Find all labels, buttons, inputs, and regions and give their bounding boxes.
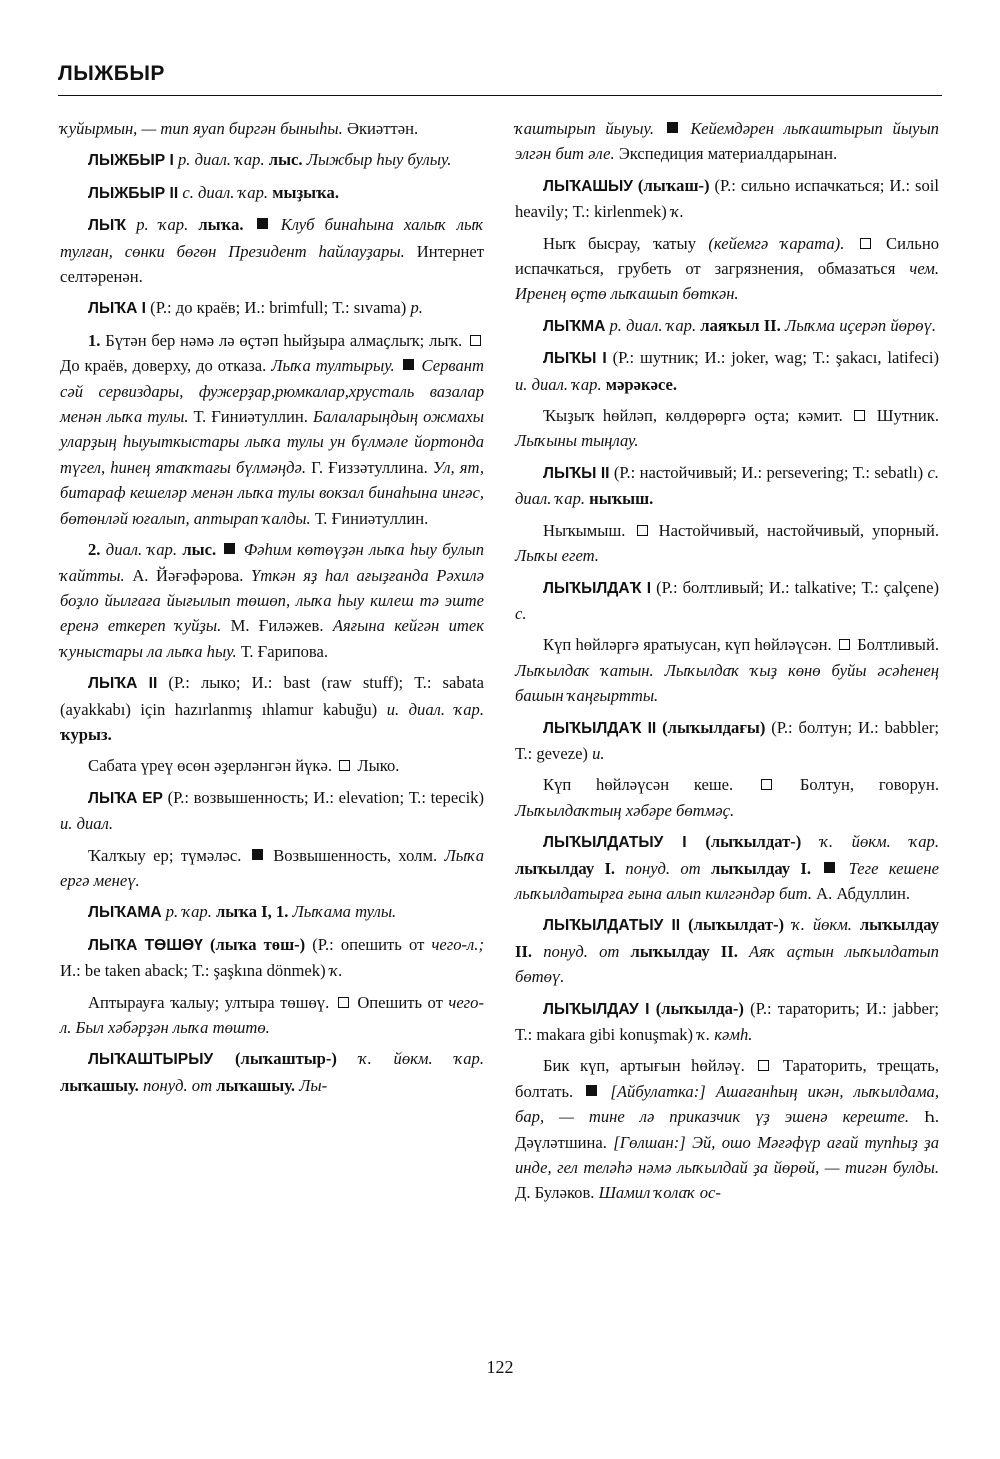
- entry-lykyldatyu-2: ЛЫҠЫЛДАТЫУ II (лыҡылдат-) ҡ. йөкм. лыҡылдау II. понуд. от лыҡылдау II. Аяҡ аҫтын лыҡылдатып бөтөү.: [515, 915, 940, 987]
- translation-marker-icon: [839, 639, 850, 650]
- entry-lyka-1-sense-1: 1. Бүтән бер нәмә лә өҫтәп һыйҙыра алмаҫлыҡ; лыҡ. До краёв, доверху, до отказа. Лыҡа тултырыу. Сервант сәй сервиздары, фужерҙар,рюмкалар,хрусталь вазалар менән лыҡа тулы. Т. Ғиниәтуллин. Балаларыңдың ожмахы уларҙың һыуыткыстары лыҡа тулы ун бүлмәле йортонда түгел, һинең ятаҡтағы бүлмәңдә. Г. Ғиззәтуллина. Ул, ят, битараф кешеләр менән лыҡа тулы вокзал бинаһына ингәс, бөтөнләй юғалып, аптырап ҡалды. Т. Ғиниәтуллин.: [60, 330, 485, 528]
- right-column: [515, 116, 939, 1212]
- example-marker-icon: [586, 1085, 597, 1096]
- entry-lyzhbyr-2: ЛЫЖБЫР II с. диал. ҡар. мыҙыҡа.: [88, 182, 339, 202]
- entry-lykyldau-1: ЛЫҠЫЛДАУ I (лыҡылда-) (Р.: тараторить; И.: jabber; Т.: makara gibi konuşmak) ҡ. кәмһ.: [515, 998, 939, 1044]
- translation-marker-icon: [761, 779, 772, 790]
- header-rule: [58, 95, 942, 96]
- translation-marker-icon: [860, 238, 871, 249]
- entry-lykyldak-1-def: Күп һөйләргә яратыусан, күп һөйләүсән. Болтливый. Лыҡылдаҡ ҡатын. Лыҡылдаҡ ҡыҙ көнө буйы әсәһенең башын ҡаңғыртты.: [515, 635, 939, 706]
- entry-continuation: ҡуйырмын, — тип яуап биргән быныһы. Әкиәттән.: [60, 119, 419, 138]
- left-column: [60, 116, 484, 1104]
- translation-marker-icon: [637, 525, 648, 536]
- entry-lyky-1: ЛЫҠЫ I (Р.: шутник; И.: joker, wag; Т.: şakacı, latifeci) и. диал. ҡар. мәрәкәсе.: [515, 348, 939, 394]
- entry-lyka-2-def: Сабата үреү өсөн әҙерләнгән йүкә. Лыко.: [88, 756, 400, 776]
- entry-lyka-er: ЛЫҠА ЕР (Р.: возвышенность; И.: elevation; Т.: tepecik) и. диал.: [60, 787, 485, 834]
- translation-marker-icon: [339, 760, 350, 771]
- entry-lyka-toshou-def: Аптырауға ҡалыу; ултыра төшөү. Опешить от чего-л. Был хәбәрҙән лыҡа төштө.: [60, 992, 484, 1037]
- translation-marker-icon: [854, 410, 865, 421]
- translation-marker-icon: [338, 997, 349, 1008]
- example-marker-icon: [824, 862, 835, 873]
- entry-lykashyu: ЛЫҠАШЫУ (лыҡаш-) (Р.: сильно испачкаться; И.: soil heavily; Т.: kirlenmek) ҡ.: [515, 175, 939, 222]
- entry-lykama: ЛЫҠАМА р. ҡар. лыҡа I, 1. Лыҡама тулы.: [88, 902, 397, 922]
- example-marker-icon: [667, 122, 678, 133]
- running-head: ЛЫЖБЫР: [58, 62, 165, 85]
- entry-lyky-2: ЛЫҠЫ II (Р.: настойчивый; И.: persevering; Т.: sebatlı) с. диал. ҡар. ныҡыш.: [515, 462, 939, 509]
- entry-lykyldatyu-1: ЛЫҠЫЛДАТЫУ I (лыҡылдат-) ҡ. йөкм. ҡар. лыҡылдау I. понуд. от лыҡылдау I. Теге кешене лыҡылдатырға ғына алып килгәндәр бит. А. Абдуллин.: [515, 832, 940, 903]
- example-marker-icon: [224, 543, 235, 554]
- entry-lykma: ЛЫҠМА р. диал. ҡар. лаяҡыл II. Лыҡма иҫерәп йөрөү.: [543, 315, 936, 335]
- example-marker-icon: [257, 218, 268, 229]
- translation-marker-icon: [758, 1060, 769, 1071]
- entry-lyka-1: ЛЫҠА I (Р.: до краёв; И.: brimfull; Т.: sıvama) р.: [88, 298, 423, 318]
- entry-lyka-2: ЛЫҠА II (Р.: лыко; И.: bast (raw stuff); Т.: sabata (ayakkabı) için hazırlanmış ıhlamur kabuğu) и. диал. ҡар. ҡурыз.: [60, 673, 484, 744]
- entry-lykyldak-1: ЛЫҠЫЛДАҠ I (Р.: болтливый; И.: talkative; Т.: çalçene) с.: [515, 577, 939, 623]
- entry-lyka-1-sense-2: 2. диал. ҡар. лыс. Фәһим көтөүҙән лыҡа һыу булып ҡайтты. А. Йәғәфәрова. Үткән яҙ һал ағыҙғанда Рәхилә боҙло йылғаға йығылып төшөп, лыҡа һыу килеш тә эште еренә еткереп ҡуйҙы. М. Ғиләжев. Аяғына кейгән итек ҡуныстары ла лыҡа һыу. Т. Ғарипова.: [60, 540, 484, 661]
- example-marker-icon: [403, 359, 414, 370]
- example-marker-icon: [252, 849, 263, 860]
- entry-lyka-er-def: Ҡалҡыу ер; түмәләс. Возвышенность, холм. Лыҡа ергә менеү.: [60, 845, 485, 890]
- entry-lyzhbyr-1: ЛЫЖБЫР I р. диал. ҡар. лыс. Лыжбыр һыу булыу.: [88, 150, 452, 170]
- entry-lyk: ЛЫҠ р. ҡар. лыҡа. Клуб бинаһына халыҡ лыҡ тулған, сөнки бөгөн Президент һайлауҙары. Интернет селтәренән.: [60, 215, 484, 287]
- entry-lyky-2-def: Ныҡымыш. Настойчивый, настойчивый, упорный. Лыҡы егет.: [515, 520, 939, 566]
- page-number: 122: [486, 1357, 514, 1377]
- entry-continuation: ҡаштырып йыуыу. Кейемдәрен лыҡаштырып йыуып элгән бит әле. Экспедиция материалдарынан.: [515, 119, 939, 164]
- entry-lyky-1-def: Ҡыҙыҡ һөйләп, көлдөрөргә оҫта; кәмит. Шутник. Лыҡыны тыңлау.: [515, 406, 939, 451]
- entry-lykyldak-2-def: Күп һөйләүсән кеше. Болтун, говорун. Лыҡылдаҡтың хәбәре бөтмәҫ.: [515, 775, 939, 820]
- entry-lykyldak-2: ЛЫҠЫЛДАҠ II (лыҡылдағы) (Р.: болтун; И.: babbler; Т.: geveze) и.: [515, 717, 939, 763]
- entry-lykashyu-def: Ныҡ бысрау, ҡатыу (кейемгә ҡарата). Сильно испачкаться, грубеть от загрязнения, обмазаться чем. Иренең өҫтө лыҡашып бөткән.: [515, 233, 940, 304]
- translation-marker-icon: [470, 335, 481, 346]
- entry-lykashtyryu: ЛЫҠАШТЫРЫУ (лыҡаштыр-) ҡ. йөкм. ҡар. лыҡашыу. понуд. от лыҡашыу. Лы-: [60, 1049, 484, 1095]
- entry-lykyldau-1-def: Бик күп, артығын һөйләү. Тараторить, трещать, болтать. [Айбулатка:] Ашағанһың икән, лыҡылдама, бар, — тине лә приказчик үҙ эшенә кереште. Һ. Дәүләтшина. [Гөлшан:] Эй, ошо Мәғәфүр ағай тупһыҙ ҙа инде, гел теләһә нәмә лыҡылдай ҙа йөрөй, — тигән булды. Д. Буләков. Шамил ҡолаҡ ос-: [515, 1056, 940, 1203]
- entry-lyka-toshou: ЛЫҠА ТӨШӨҮ (лыҡа төш-) (Р.: опешить от чего-л.; И.: be taken aback; Т.: şaşkına dönmek) ҡ.: [60, 934, 484, 981]
